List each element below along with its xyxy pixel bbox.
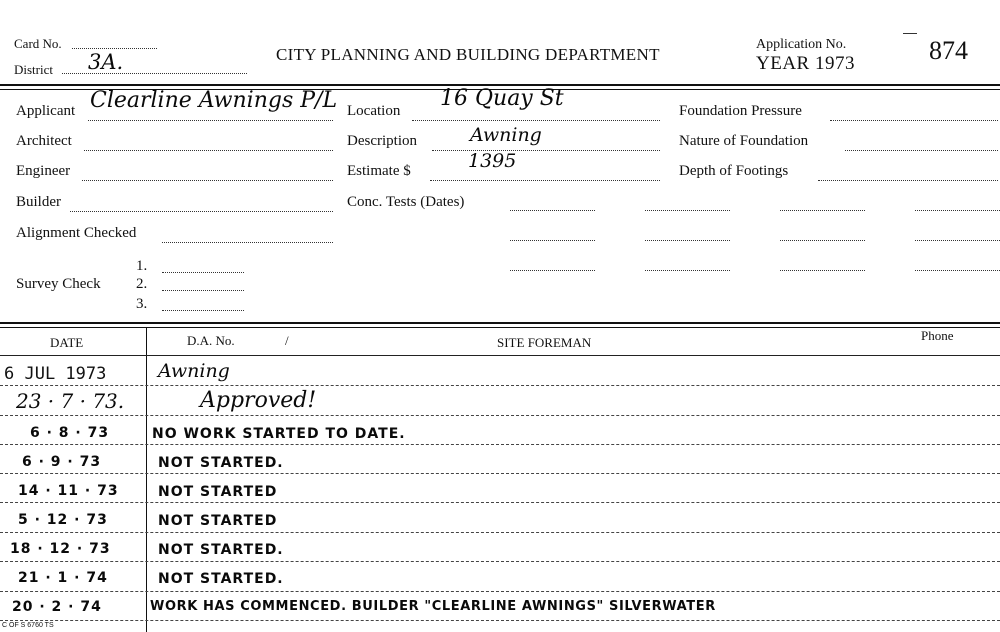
conc-line — [645, 210, 730, 211]
architect-label: Architect — [16, 133, 72, 149]
log-row-rule — [0, 385, 1000, 386]
alignment-line — [162, 242, 333, 243]
card-number: 874 — [929, 36, 968, 65]
log-date: 6 · 9 · 73 — [22, 454, 102, 470]
log-header-rule — [0, 355, 1000, 356]
conc-line — [780, 270, 865, 271]
nature-foundation-line — [845, 150, 998, 151]
description-label: Description — [347, 133, 417, 149]
log-row-rule — [0, 502, 1000, 503]
foundation-pressure-label: Foundation Pressure — [679, 103, 802, 119]
estimate-line — [430, 180, 660, 181]
log-top-rule — [0, 322, 1000, 324]
description-value: Awning — [470, 124, 542, 146]
log-date: 21 · 1 · 74 — [18, 570, 108, 586]
log-row-rule — [0, 591, 1000, 592]
conc-line — [510, 240, 595, 241]
application-no-label: Application No. — [756, 37, 847, 52]
log-date: 14 · 11 · 73 — [18, 483, 119, 499]
applicant-value: Clearline Awnings P/L — [90, 88, 338, 113]
log-note: NOT STARTED. — [158, 542, 284, 558]
log-note: Awning — [158, 360, 230, 382]
district-value: 3A. — [88, 50, 124, 74]
log-note: NOT STARTED — [158, 484, 278, 500]
log-note: WORK HAS COMMENCED. BUILDER "CLEARLINE AWNINGS" SILVERWATER — [150, 599, 716, 614]
district-label: District — [14, 62, 53, 77]
depth-footings-label: Depth of Footings — [679, 163, 789, 179]
log-top-rule-2 — [0, 327, 1000, 328]
log-row-rule — [0, 415, 1000, 416]
builder-label: Builder — [16, 194, 61, 210]
conc-tests-label: Conc. Tests (Dates) — [347, 194, 465, 210]
survey-item-2: 2. — [136, 276, 148, 292]
form-code: C OF S 6760 TS — [2, 622, 54, 629]
year-label: YEAR 1973 — [756, 53, 855, 74]
conc-line — [780, 240, 865, 241]
log-date: 23 · 7 · 73. — [16, 389, 125, 413]
survey-check-label: Survey Check — [16, 276, 101, 292]
alignment-label: Alignment Checked — [16, 225, 137, 241]
phone-header: Phone — [921, 328, 954, 343]
applicant-line — [88, 120, 333, 121]
survey-line-2 — [162, 290, 244, 291]
log-date: 6 · 8 · 73 — [30, 425, 110, 441]
card-no-line — [72, 48, 157, 49]
log-date: 6 JUL 1973 — [4, 364, 107, 384]
conc-line — [510, 270, 595, 271]
conc-line — [915, 270, 1000, 271]
location-value: 16 Quay St — [440, 86, 564, 111]
survey-item-1: 1. — [136, 258, 148, 274]
log-note: NO WORK STARTED TO DATE. — [152, 426, 406, 442]
date-column-divider — [146, 328, 147, 632]
foundation-pressure-line — [830, 120, 998, 121]
estimate-value: 1395 — [468, 150, 517, 172]
card-no-label: Card No. — [14, 36, 62, 51]
conc-line — [780, 210, 865, 211]
depth-footings-line — [818, 180, 998, 181]
log-date: 18 · 12 · 73 — [10, 541, 111, 557]
department-title: CITY PLANNING AND BUILDING DEPARTMENT — [276, 45, 660, 64]
log-row-rule — [0, 620, 1000, 621]
log-note: NOT STARTED. — [158, 455, 284, 471]
log-row-rule — [0, 444, 1000, 445]
conc-line — [645, 240, 730, 241]
survey-line-3 — [162, 310, 244, 311]
log-date: 20 · 2 · 74 — [12, 599, 102, 615]
estimate-label: Estimate $ — [347, 163, 411, 179]
log-note: NOT STARTED. — [158, 571, 284, 587]
log-note: Approved! — [200, 388, 317, 413]
conc-line — [645, 270, 730, 271]
applicant-label: Applicant — [16, 103, 76, 119]
survey-line-1 — [162, 272, 244, 273]
engineer-line — [82, 180, 333, 181]
description-line — [432, 150, 660, 151]
log-date: 5 · 12 · 73 — [18, 512, 108, 528]
survey-item-3: 3. — [136, 296, 148, 312]
log-row-rule — [0, 561, 1000, 562]
engineer-label: Engineer — [16, 163, 71, 179]
conc-line — [915, 240, 1000, 241]
log-row-rule — [0, 532, 1000, 533]
date-header: DATE — [50, 335, 84, 350]
location-label: Location — [347, 103, 401, 119]
log-note: NOT STARTED — [158, 513, 278, 529]
builder-line — [70, 211, 333, 212]
location-line — [412, 120, 660, 121]
architect-line — [84, 150, 333, 151]
tick-mark — [903, 33, 917, 34]
site-foreman-header: SITE FOREMAN — [497, 335, 592, 350]
nature-foundation-label: Nature of Foundation — [679, 133, 809, 149]
conc-line — [510, 210, 595, 211]
log-row-rule — [0, 473, 1000, 474]
da-header: D.A. No. — [187, 333, 235, 348]
da-slash: / — [285, 333, 289, 348]
conc-line — [915, 210, 1000, 211]
